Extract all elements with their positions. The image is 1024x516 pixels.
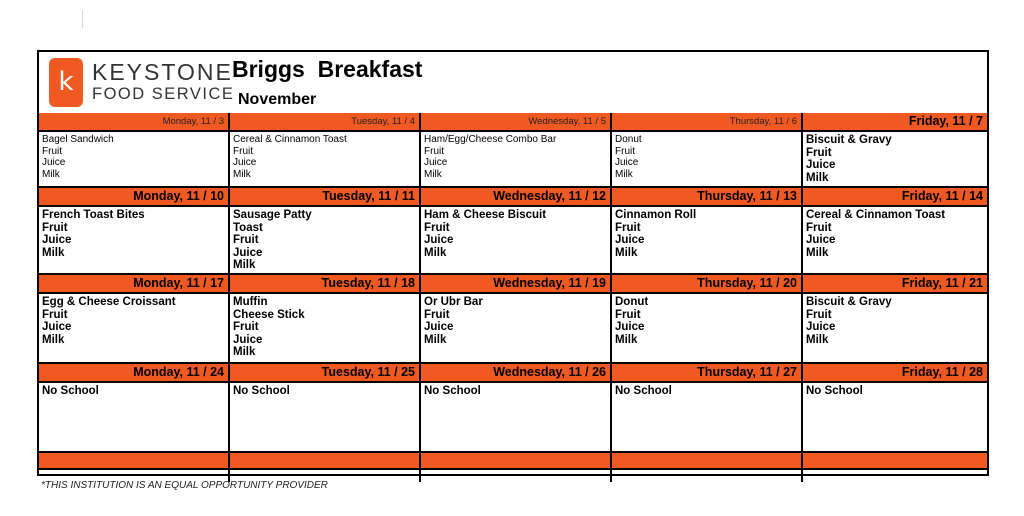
menu-item: Fruit bbox=[615, 308, 641, 321]
month-label: November bbox=[238, 91, 317, 108]
day-date-header: Wednesday, 11 / 12 bbox=[421, 188, 612, 205]
k-logo-icon: k bbox=[49, 58, 83, 107]
menu-item: Fruit bbox=[42, 221, 68, 234]
day-menu-cell bbox=[803, 294, 987, 362]
day-menu-cell bbox=[612, 207, 803, 273]
day-date-header: Thursday, 11 / 20 bbox=[612, 275, 803, 292]
day-menu-cell bbox=[230, 132, 421, 186]
menu-item: No School bbox=[42, 385, 99, 397]
menu-item: Toast bbox=[233, 221, 263, 234]
empty-orange-cell bbox=[39, 453, 230, 468]
day-menu-cell bbox=[612, 294, 803, 362]
menu-row bbox=[39, 205, 987, 275]
menu-item: Ham/Egg/Cheese Combo Bar bbox=[424, 134, 557, 145]
day-menu-cell bbox=[421, 132, 612, 186]
day-menu-cell bbox=[421, 207, 612, 273]
menu-item: Juice bbox=[42, 234, 72, 246]
day-date-header: Monday, 11 / 17 bbox=[39, 275, 230, 292]
empty-orange-cell bbox=[421, 453, 612, 468]
menu-item: Juice bbox=[233, 333, 263, 346]
day-menu-cell bbox=[39, 207, 230, 273]
menu-item: Bagel Sandwich bbox=[42, 134, 114, 145]
day-date-header: Tuesday, 11 / 4 bbox=[230, 113, 421, 130]
empty-orange-cell bbox=[230, 453, 421, 468]
day-date-header: Wednesday, 11 / 19 bbox=[421, 275, 612, 292]
menu-item: Cheese Stick bbox=[233, 308, 305, 321]
day-date-header: Tuesday, 11 / 25 bbox=[230, 364, 421, 381]
day-menu-cell bbox=[421, 383, 612, 451]
menu-item: Milk bbox=[424, 168, 442, 180]
day-menu-cell bbox=[421, 294, 612, 362]
day-date-header: Wednesday, 11 / 26 bbox=[421, 364, 612, 381]
menu-item: Fruit bbox=[42, 308, 68, 321]
day-date-header: Friday, 11 / 14 bbox=[803, 188, 987, 205]
day-date-header: Friday, 11 / 7 bbox=[803, 113, 987, 130]
menu-item: Cereal & Cinnamon Toast bbox=[806, 209, 946, 221]
date-header-row bbox=[39, 188, 987, 205]
menu-item: Fruit bbox=[806, 221, 832, 234]
menu-item: Juice bbox=[233, 246, 263, 259]
menu-item: Fruit bbox=[615, 145, 635, 157]
date-header-row bbox=[39, 113, 987, 130]
day-menu-cell bbox=[230, 207, 421, 273]
menu-item: Juice bbox=[42, 157, 66, 168]
menu-item: No School bbox=[233, 385, 290, 397]
day-menu-cell bbox=[230, 294, 421, 362]
menu-item: Cinnamon Roll bbox=[615, 209, 697, 221]
menu-item: Cereal & Cinnamon Toast bbox=[233, 134, 347, 145]
menu-item: Fruit bbox=[424, 308, 450, 321]
menu-item: Juice bbox=[615, 157, 639, 168]
menu-item: Fruit bbox=[424, 221, 450, 234]
menu-item: Milk bbox=[615, 333, 638, 346]
day-menu-cell bbox=[612, 383, 803, 451]
day-menu-cell bbox=[39, 383, 230, 451]
menu-item: Juice bbox=[806, 159, 836, 171]
menu-item: Juice bbox=[615, 234, 645, 246]
menu-item: Milk bbox=[806, 171, 829, 184]
menu-item: Milk bbox=[806, 246, 829, 259]
menu-item: Milk bbox=[615, 246, 638, 259]
menu-row bbox=[39, 130, 987, 188]
day-menu-cell bbox=[39, 294, 230, 362]
day-date-header: Monday, 11 / 10 bbox=[39, 188, 230, 205]
menu-item: Donut bbox=[615, 134, 642, 145]
menu-item: Biscuit & Gravy bbox=[806, 134, 892, 146]
day-date-header: Monday, 11 / 3 bbox=[39, 113, 230, 130]
day-date-header: Tuesday, 11 / 11 bbox=[230, 188, 421, 205]
menu-item: Milk bbox=[42, 246, 65, 259]
day-date-header: Monday, 11 / 24 bbox=[39, 364, 230, 381]
menu-item: Fruit bbox=[806, 308, 832, 321]
menu-item: No School bbox=[424, 385, 481, 397]
menu-item: Milk bbox=[233, 346, 256, 358]
menu-item: Egg & Cheese Croissant bbox=[42, 296, 176, 308]
menu-item: Milk bbox=[424, 333, 447, 346]
day-menu-cell bbox=[803, 383, 987, 451]
menu-header bbox=[39, 52, 987, 115]
footer-disclaimer: *THIS INSTITUTION IS AN EQUAL OPPORTUNITY PROVIDER bbox=[41, 480, 328, 491]
menu-item: Juice bbox=[424, 234, 454, 246]
menu-item: French Toast Bites bbox=[42, 209, 145, 221]
menu-item: Biscuit & Gravy bbox=[806, 296, 892, 308]
brand-subtitle: FOOD SERVICE bbox=[92, 85, 235, 103]
menu-row bbox=[39, 292, 987, 364]
menu-item: Fruit bbox=[806, 146, 832, 159]
menu-item: Fruit bbox=[233, 234, 259, 246]
menu-calendar bbox=[37, 50, 989, 476]
menu-item: No School bbox=[806, 385, 863, 397]
empty-cell bbox=[421, 468, 612, 482]
menu-item: No School bbox=[615, 385, 672, 397]
menu-item: Fruit bbox=[233, 321, 259, 333]
date-header-row bbox=[39, 364, 987, 381]
empty-orange-cell bbox=[612, 453, 803, 468]
divider-mark bbox=[82, 10, 83, 28]
menu-item: Juice bbox=[806, 234, 836, 246]
day-date-header: Friday, 11 / 21 bbox=[803, 275, 987, 292]
day-date-header: Thursday, 11 / 6 bbox=[612, 113, 803, 130]
empty-cell bbox=[612, 468, 803, 482]
day-menu-cell bbox=[39, 132, 230, 186]
menu-item: Milk bbox=[42, 333, 65, 346]
day-date-header: Thursday, 11 / 13 bbox=[612, 188, 803, 205]
menu-item: Or Ubr Bar bbox=[424, 296, 483, 308]
menu-row bbox=[39, 381, 987, 453]
menu-item: Sausage Patty bbox=[233, 209, 312, 221]
menu-item: Fruit bbox=[42, 145, 62, 157]
day-menu-cell bbox=[612, 132, 803, 186]
menu-item: Juice bbox=[424, 321, 454, 333]
menu-item: Juice bbox=[233, 157, 257, 168]
menu-item: Donut bbox=[615, 296, 649, 308]
day-menu-cell bbox=[803, 132, 987, 186]
menu-item: Juice bbox=[806, 321, 836, 333]
day-menu-cell bbox=[803, 207, 987, 273]
menu-item: Muffin bbox=[233, 296, 268, 308]
day-date-header: Friday, 11 / 28 bbox=[803, 364, 987, 381]
menu-item: Milk bbox=[806, 333, 829, 346]
brand-name: KEYSTONE bbox=[92, 59, 233, 85]
menu-item: Juice bbox=[615, 321, 645, 333]
menu-item: Juice bbox=[424, 157, 448, 168]
day-date-header: Wednesday, 11 / 5 bbox=[421, 113, 612, 130]
menu-item: Fruit bbox=[233, 145, 253, 157]
menu-item: Ham & Cheese Biscuit bbox=[424, 209, 547, 221]
empty-orange-cell bbox=[803, 453, 987, 468]
week-grid bbox=[39, 113, 987, 482]
menu-item: Milk bbox=[615, 168, 633, 180]
menu-item: Juice bbox=[42, 321, 72, 333]
menu-item: Fruit bbox=[615, 221, 641, 234]
page-title: Briggs Breakfast bbox=[232, 56, 423, 82]
day-date-header: Thursday, 11 / 27 bbox=[612, 364, 803, 381]
menu-item: Milk bbox=[233, 168, 251, 180]
day-date-header: Tuesday, 11 / 18 bbox=[230, 275, 421, 292]
menu-item: Milk bbox=[233, 259, 256, 271]
menu-item: Milk bbox=[42, 168, 60, 180]
empty-cell bbox=[803, 468, 987, 482]
menu-item: Fruit bbox=[424, 145, 444, 157]
day-menu-cell bbox=[230, 383, 421, 451]
empty-orange-row bbox=[39, 453, 987, 468]
menu-item: Milk bbox=[424, 246, 447, 259]
date-header-row bbox=[39, 275, 987, 292]
